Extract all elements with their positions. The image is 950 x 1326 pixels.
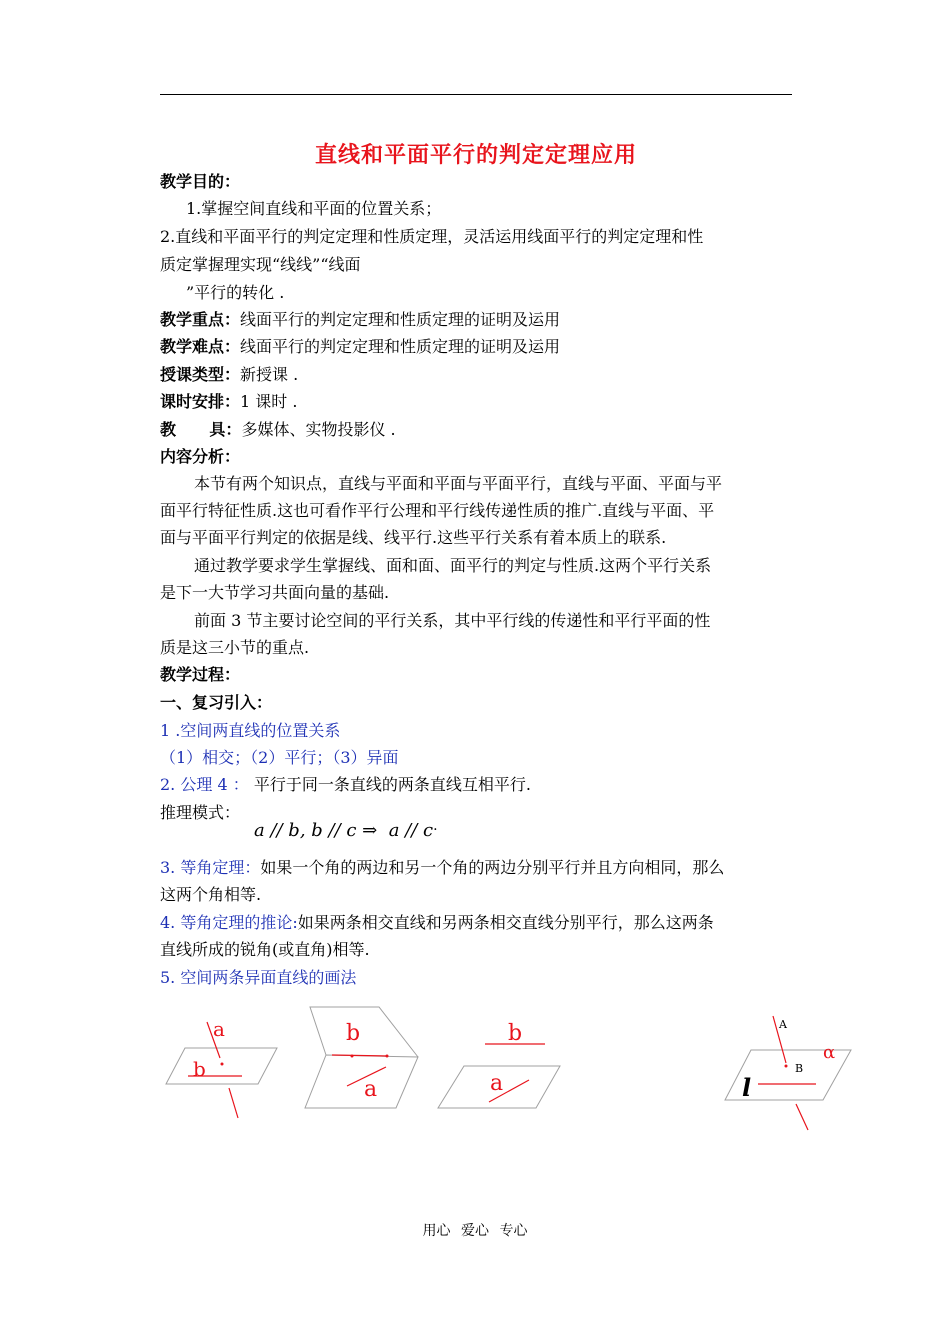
item-3-row [160, 857, 724, 879]
header-rule [160, 94, 792, 95]
paragraph-1-line-1: 本节有两个知识点，直线与平面和平面与平面平行，直线与平面、平面与平 [194, 474, 723, 493]
time-text: 1 课时 . [240, 392, 298, 411]
tools-text: 多媒体、实物投影仪 . [241, 420, 396, 439]
formula-row [254, 815, 438, 842]
paragraph-1-line-2: 面平行特征性质.这也可看作平行公理和平行线传递性质的推广.直线与平面、平 [160, 501, 715, 520]
item-2-label: 2. 公理 4 ： [160, 775, 249, 794]
aim-item-2-line-2: 质定掌握理实现“线线”“线面 [160, 255, 361, 274]
difficulty-row [160, 336, 560, 358]
lesson-type-label: 授课类型： [160, 365, 241, 384]
time-label: 课时安排： [160, 392, 241, 411]
fig1-label-a: a [213, 1017, 225, 1041]
time-row [160, 391, 297, 413]
item-4-label: 4. 等角定理的推论: [160, 913, 298, 932]
analysis-heading: 内容分析： [160, 447, 241, 466]
aim-item-2-line-3: ”平行的转化 . [186, 283, 285, 302]
key-point-label: 教学重点： [160, 310, 241, 329]
reasoning-label: 推理模式： [160, 803, 241, 822]
aim-item-2-line-1: 2.直线和平面平行的判定定理和性质定理，灵活运用线面平行的判定定理和性 [160, 227, 704, 246]
aim-item-1: 1.掌握空间直线和平面的位置关系； [186, 199, 442, 218]
item-4-text-line-1: 如果两条相交直线和另两条相交直线分别平行，那么这两条 [297, 913, 714, 932]
paragraph-3-line-1: 前面 3 节主要讨论空间的平行关系，其中平行线的传递性和平行平面的性 [194, 611, 711, 630]
skew-lines-figures [0, 1000, 950, 1160]
item-2-row [160, 774, 531, 796]
tools-label: 教 具： [160, 420, 242, 439]
paragraph-3-line-2: 质是这三小节的重点. [160, 638, 310, 657]
item-4-text-line-2: 直线所成的锐角(或直角)相等. [160, 940, 370, 959]
figure-2 [305, 1007, 418, 1108]
aim-heading: 教学目的： [160, 172, 241, 191]
fig3-label-b: b [508, 1021, 523, 1046]
lesson-type-text: 新授课 . [240, 365, 299, 384]
fig4-label-A: A [779, 1018, 787, 1031]
fig2-label-a: a [364, 1077, 378, 1102]
fig3-label-a: a [490, 1071, 504, 1096]
section-1-heading: 一、复习引入： [160, 693, 273, 712]
item-4-row [160, 912, 714, 934]
figure-4 [725, 1016, 851, 1130]
item-5: 5. 空间两条异面直线的画法 [160, 968, 357, 987]
item-3-text-line-1: 如果一个角的两边和另一个角的两边分别平行并且方向相同，那么 [260, 858, 725, 877]
item-1-options: （1）相交；（2）平行；（3）异面 [160, 748, 399, 767]
item-2-text: 平行于同一条直线的两条直线互相平行. [253, 775, 531, 794]
paragraph-1-line-3: 面与平面平行判定的依据是线、线平行.这些平行关系有着本质上的联系. [160, 528, 667, 547]
item-3-label: 3. 等角定理： [160, 858, 261, 877]
fig4-label-B: B [795, 1062, 804, 1075]
formula: a // b, b // c ⇒ a // c [254, 820, 434, 841]
item-3-text-line-2: 这两个角相等. [160, 885, 262, 904]
tools-row [160, 419, 396, 441]
item-1: 1 .空间两直线的位置关系 [160, 721, 341, 740]
key-point-text: 线面平行的判定定理和性质定理的证明及运用 [240, 310, 561, 329]
fig4-label-l: l [742, 1073, 752, 1102]
formula-dot: . [433, 818, 438, 834]
lesson-type-row [160, 364, 298, 386]
fig4-label-alpha: α [823, 1042, 836, 1063]
page-footer: 用心 爱心 专心 [422, 1223, 528, 1239]
fig2-label-b: b [346, 1021, 361, 1046]
figure-3 [438, 1021, 560, 1108]
paragraph-2-line-1: 通过教学要求学生掌握线、面和面、面平行的判定与性质.这两个平行关系 [194, 556, 712, 575]
difficulty-text: 线面平行的判定定理和性质定理的证明及运用 [240, 337, 561, 356]
figure-1 [166, 1017, 277, 1118]
process-heading: 教学过程： [160, 665, 241, 684]
key-point-row [160, 309, 560, 331]
fig1-label-b: b [193, 1057, 206, 1081]
paragraph-2-line-2: 是下一大节学习共面向量的基础. [160, 583, 390, 602]
difficulty-label: 教学难点： [160, 337, 241, 356]
document-title: 直线和平面平行的判定定理应用 [314, 143, 637, 168]
